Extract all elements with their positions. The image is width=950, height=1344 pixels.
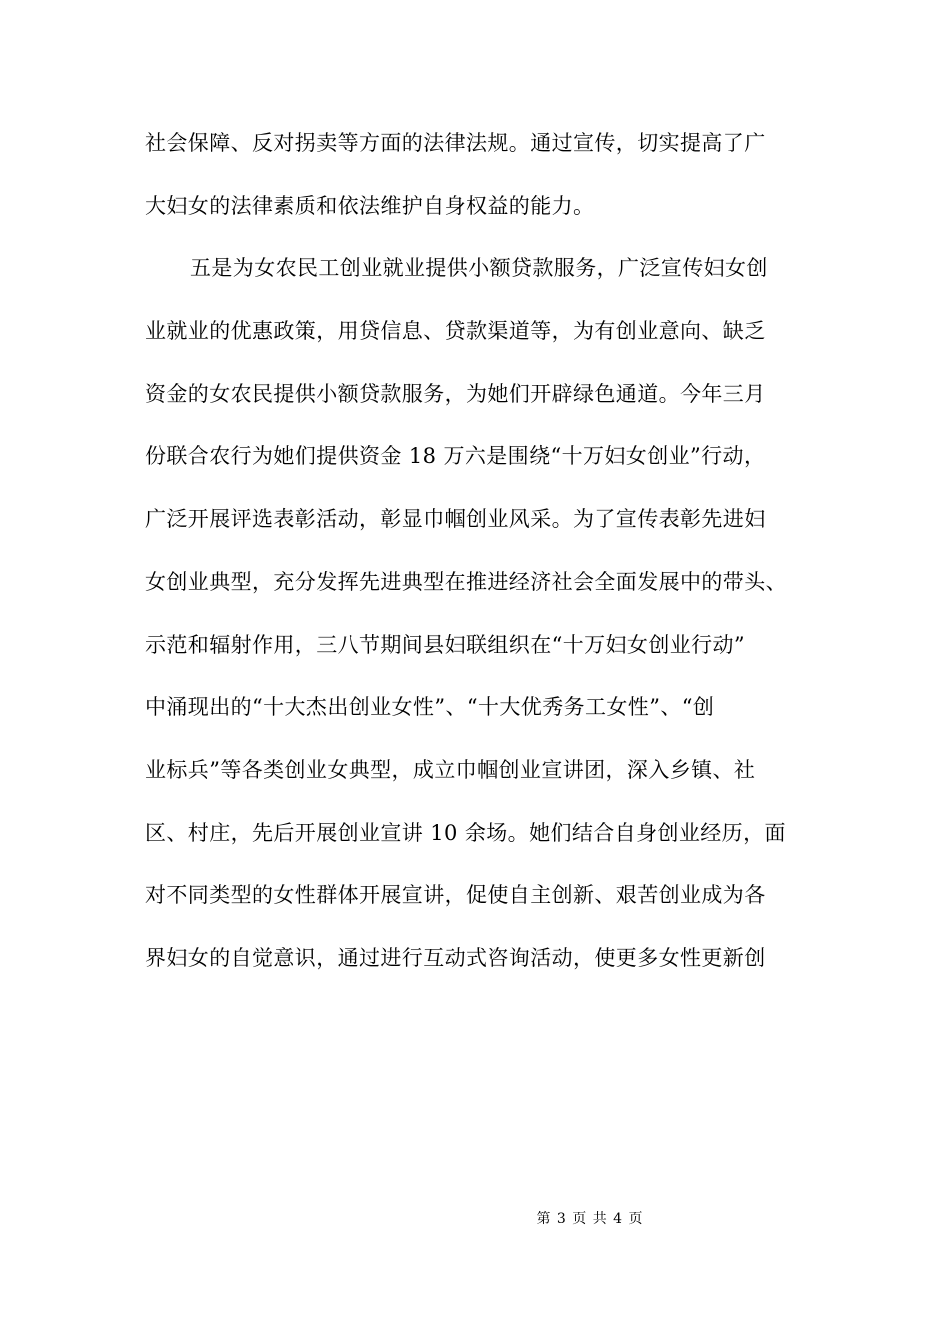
text-line: 区、村庄，先后开展创业宣讲 10 余场。她们结合自身创业经历，面 <box>145 820 786 845</box>
text-line: 对不同类型的女性群体开展宣讲，促使自主创新、艰苦创业成为各 <box>145 883 766 908</box>
text-line: 广泛开展评选表彰活动，彰显巾帼创业风采。为了宣传表彰先进妇 <box>145 507 766 532</box>
text-line: 份联合农行为她们提供资金 18 万六是围绕“十万妇女创业”行动， <box>145 444 766 469</box>
text-line: 大妇女的法律素质和依法维护自身权益的能力。 <box>145 193 595 218</box>
text-line: 女创业典型，充分发挥先进典型在推进经济社会全面发展中的带头、 <box>145 569 787 594</box>
body-text <box>145 132 835 1010</box>
text-line: 社会保障、反对拐卖等方面的法律法规。通过宣传，切实提高了广 <box>145 131 766 155</box>
text-line: 中涌现出的“十大杰出创业女性”、“十大优秀务工女性”、“创 <box>145 695 715 720</box>
text-line: 业就业的优惠政策，用贷信息、贷款渠道等，为有创业意向、缺乏 <box>145 319 766 344</box>
text-line: 业标兵”等各类创业女典型，成立巾帼创业宣讲团，深入乡镇、社 <box>145 757 756 782</box>
page-number: 第 3 页 共 4 页 <box>536 1211 644 1227</box>
text-line: 资金的女农民提供小额贷款服务，为她们开辟绿色通道。今年三月 <box>145 381 766 406</box>
page-footer <box>0 1208 950 1228</box>
text-line: 界妇女的自觉意识，通过进行互动式咨询活动，使更多女性更新创 <box>145 945 766 970</box>
text-line: 示范和辐射作用，三八节期间县妇联组织在“十万妇女创业行动” <box>145 632 746 657</box>
paragraph-start-line: 五是为女农民工创业就业提供小额贷款服务，广泛宣传妇女创 <box>190 256 768 281</box>
